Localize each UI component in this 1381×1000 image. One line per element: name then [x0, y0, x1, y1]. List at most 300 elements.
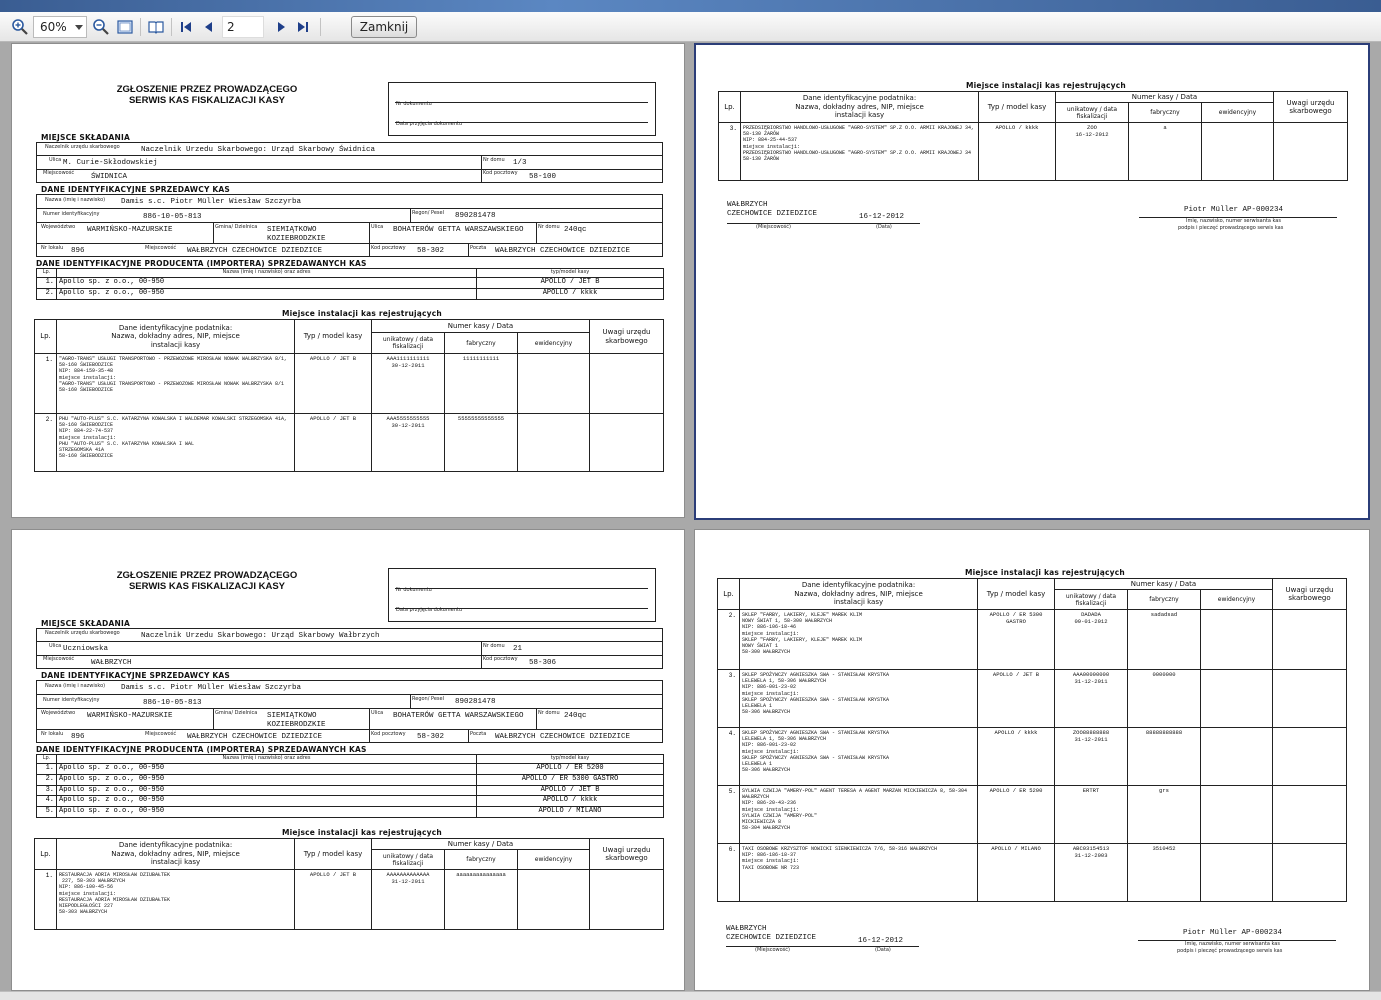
row-model: APOLLO / kkkk: [978, 728, 1055, 786]
close-button[interactable]: Zamknij: [351, 16, 417, 38]
seller-ulica-label: Ulica: [371, 710, 384, 716]
seller-kod: 58-302: [417, 247, 445, 255]
model-header: Typ / model kasy: [295, 320, 372, 354]
table-row: [37, 774, 664, 785]
number-header: Numer kasy / Data: [372, 839, 590, 850]
row-model: APOLLO / JET B: [295, 354, 372, 414]
naczelnik-label: Naczelnik urzędu skarbowego: [45, 144, 120, 150]
row-factory: 3510452: [1128, 844, 1201, 902]
row-remarks: [1273, 610, 1347, 670]
registry-header: ewidencyjny: [1202, 103, 1274, 123]
divider: [37, 729, 662, 730]
divider: [37, 694, 662, 695]
ulica-value: Uczniowska: [63, 645, 109, 653]
wojewodztwo-label: Województwo: [41, 224, 76, 230]
page-1[interactable]: [11, 43, 685, 518]
row-model: APOLLO / ER 5200: [477, 764, 664, 775]
page-number-value: 2: [227, 20, 235, 34]
table-row: [35, 414, 664, 472]
lp-header: Lp.: [37, 755, 57, 764]
row-model: APOLLO / JET B: [978, 670, 1055, 728]
divider: [410, 208, 411, 222]
seller-regon: 890281478: [455, 212, 496, 220]
divider: [410, 694, 411, 708]
table-row: [719, 123, 1348, 181]
seller-ulica-label: Ulica: [371, 224, 384, 230]
seller-nr-domu: 240qc: [564, 226, 587, 234]
section-dane-sprzedawcy: DANE IDENTYFIKACYJNE SPRZEDAWCY KAS: [41, 671, 231, 680]
ulica-label: Ulica: [49, 157, 62, 163]
seller-name: Damis s.c. Piotr Müller Wiesław Szczyrba: [121, 684, 302, 692]
ulica-value: M. Curie-Skłodowskiej: [63, 159, 158, 167]
data-przyjecia-label: Data przyjęcia dokumentu: [396, 121, 462, 127]
previous-page-button[interactable]: [199, 16, 219, 38]
footer-place-caption: (Miejscowość): [756, 224, 791, 230]
row-factory: sadadsad: [1128, 610, 1201, 670]
producer-model-header: typ/model kasy: [477, 269, 664, 278]
seller-poczta: WAŁBRZYCH CZECHOWICE DZIEDZICE: [495, 247, 631, 255]
page-layout-icon: [116, 18, 134, 36]
section-miejsce-skladania: MIEJSCE SKŁADANIA: [41, 619, 130, 628]
row-model: APOLLO / kkkk: [477, 288, 664, 299]
table-row: [37, 807, 664, 818]
seller-nip: 886-10-05-813: [143, 213, 202, 221]
last-page-button[interactable]: [293, 16, 313, 38]
row-factory: aaaaaaaaaaaaaaa: [445, 870, 518, 930]
footer-date: 16-12-2012: [859, 213, 905, 221]
row-model: APOLLO / kkkk: [477, 796, 664, 807]
footer-place-line-1: WAŁBRZYCH: [727, 201, 768, 209]
nr-dokumentu-label: Nr dokumentu: [396, 101, 432, 107]
row-taxpayer: SKLEP "FARBY, LAKIERY, KLEJE" MAREK KLIM NOWY ŚWIAT 1, 58-300 WAŁBRZYCH NIP: 886-106-18-46 miejsce instalacji: SKLEP "FARBY, LAKIERY, KLEJE" MAREK KLIM NOWY ŚWIAT 1 58-300 WAŁBRZYCH: [740, 610, 978, 670]
row-registry: [518, 414, 590, 472]
divider: [37, 169, 662, 170]
nr-domu-value: 21: [513, 645, 523, 653]
row-model: APOLLO / ER 5300 GASTRO: [978, 610, 1055, 670]
row-producer: Apollo sp. z o.o., 00-950: [57, 807, 477, 818]
gmina-label: Gmina/ Dzielnica: [215, 710, 258, 716]
row-model: APOLLO / ER 5200: [978, 786, 1055, 844]
table-row: [37, 764, 664, 775]
row-unique: DADADA 09-01-2012: [1055, 610, 1128, 670]
seller-poczta: WAŁBRZYCH CZECHOWICE DZIEDZICE: [495, 733, 631, 741]
row-producer: Apollo sp. z o.o., 00-950: [57, 278, 477, 289]
ulica-label: Ulica: [49, 643, 62, 649]
divider: [37, 655, 662, 656]
row-model: APOLLO / JET B: [477, 278, 664, 289]
seller-gmina: SIEMIĄTKOWO KOZIEBRODZKIE: [267, 226, 326, 243]
footer-place-line-2: CZECHOWICE DZIEDZICE: [726, 934, 817, 942]
model-header: Typ / model kasy: [978, 579, 1055, 610]
table-row: [37, 785, 664, 796]
installation-table: [718, 91, 1348, 181]
row-factory: 55555555555555: [445, 414, 518, 472]
seller-block: [36, 680, 663, 743]
row-producer: Apollo sp. z o.o., 00-950: [57, 785, 477, 796]
row-lp: 6.: [718, 844, 740, 902]
row-remarks: [1273, 728, 1347, 786]
row-factory: 88888888888: [1128, 728, 1201, 786]
divider: [37, 222, 662, 223]
zoom-out-icon: [92, 18, 110, 36]
row-unique: AAA00000000 31-12-2011: [1055, 670, 1128, 728]
row-lp: 3.: [718, 670, 740, 728]
number-header: Numer kasy / Data: [1056, 92, 1274, 103]
next-page-icon: [274, 20, 288, 34]
nip-label: Numer identyfikacyjny: [43, 697, 100, 703]
remarks-header: Uwagi urzędu skarbowego: [1273, 579, 1347, 610]
wojewodztwo-label: Województwo: [41, 710, 76, 716]
table-row: [718, 728, 1347, 786]
factory-header: fabryczny: [445, 850, 518, 870]
seller-wojewodztwo: WARMIŃSKO-MAZURSKIE: [87, 226, 173, 234]
row-registry: [1201, 786, 1273, 844]
form-title: [107, 84, 307, 106]
row-registry: [518, 870, 590, 930]
row-unique: ABC03154513 31-12-2003: [1055, 844, 1128, 902]
row-lp: 4.: [37, 796, 57, 807]
row-lp: 2.: [718, 610, 740, 670]
factory-header: fabryczny: [445, 333, 518, 354]
row-unique: AAA1111111111 30-12-2011: [372, 354, 445, 414]
section-miejsce-instalacji: Miejsce instalacji kas rejestrujących: [966, 81, 1126, 90]
registry-header: ewidencyjny: [518, 850, 590, 870]
row-producer: Apollo sp. z o.o., 00-950: [57, 774, 477, 785]
table-row: [718, 844, 1347, 902]
signature-caption-1: Imię, nazwisko, numer serwisanta kas: [1185, 941, 1280, 947]
divider: [536, 708, 537, 729]
row-registry: [1201, 844, 1273, 902]
row-unique: ZOO 16-12-2012: [1056, 123, 1129, 181]
table-row: [35, 354, 664, 414]
remarks-header: Uwagi urzędu skarbowego: [590, 839, 664, 870]
row-taxpayer: SKLEP SPOŻYWCZY AGNIESZKA SWA - STANISŁAW KRYSTKA LELEWELA 1, 58-306 WAŁBRZYCH NIP: 886-001-23-02 miejsce instalacji: SKLEP SPOŻYWCZY AGNIESZKA SWA - STANISŁAW KRYSTKA LELEWELA 1 58-306 WAŁBRZYCH: [740, 670, 978, 728]
zoom-in-icon: [11, 18, 29, 36]
form-title-line-1: ZGŁOSZENIE PRZEZ PROWADZĄCEGO: [116, 570, 298, 581]
table-row: [718, 786, 1347, 844]
seller-nr-domu-label: Nr domu: [538, 224, 560, 230]
zoom-in-button[interactable]: [10, 16, 30, 38]
nr-dokumentu-label: Nr dokumentu: [396, 587, 432, 593]
row-remarks: [1273, 844, 1347, 902]
row-model: APOLLO / ER 5300 GASTRO: [477, 774, 664, 785]
seller-nr-lokalu: 896: [71, 247, 85, 255]
section-dane-producenta: DANE IDENTYFIKACYJNE PRODUCENTA (IMPORTERA) SPRZEDAWANYCH KAS: [36, 259, 367, 268]
footer-place: [726, 925, 816, 943]
row-producer: Apollo sp. z o.o., 00-950: [57, 796, 477, 807]
divider: [395, 588, 648, 589]
row-lp: 2.: [37, 288, 57, 299]
row-taxpayer: "AGRO-TRANS" USŁUGI TRANSPORTOWO - PRZEWOZOWE MIROSŁAW NOWAK WALBRZYSKA 8/1, 58-160 ŚWIEBODZICE NIP: 884-159-35-48 miejsce instalacji: "AGRO-TRANS" USŁUGI TRANSPORTOWO - PRZEWOZOWE MIROSŁAW NOWAK WALBRZYSKA 8/1 58-160 ŚWIEBODZICE: [57, 354, 295, 414]
row-lp: 2.: [35, 414, 57, 472]
nr-lokalu-label: Nr lokalu: [41, 245, 64, 251]
model-header: Typ / model kasy: [979, 92, 1056, 123]
model-header: Typ / model kasy: [295, 839, 372, 870]
table-row: [37, 796, 664, 807]
row-model: APOLLO / JET B: [295, 870, 372, 930]
divider: [481, 641, 482, 669]
last-page-icon: [296, 20, 310, 34]
factory-header: fabryczny: [1129, 103, 1202, 123]
next-page-button[interactable]: [271, 16, 291, 38]
book-icon: [147, 18, 165, 36]
footer-date-caption: (Data): [876, 224, 892, 230]
seller-ulica: BOHATERÓW GETTA WARSZAWSKIEGO: [393, 226, 524, 234]
page-number-input[interactable]: [222, 16, 264, 38]
row-registry: [1201, 610, 1273, 670]
taxpayer-header: Dane identyfikacyjne podatnika: Nazwa, dokładny adres, NIP, miejsce instalacji kasy: [740, 579, 978, 610]
divider: [37, 208, 662, 209]
row-remarks: [1274, 123, 1348, 181]
unique-header: unikatowy / data fiskalizacji: [372, 850, 445, 870]
seller-nip: 886-10-05-813: [143, 699, 202, 707]
row-remarks: [1273, 670, 1347, 728]
toolbar-separator: [171, 18, 172, 36]
row-unique: ZOO88888888 31-12-2011: [1055, 728, 1128, 786]
row-factory: 11111111111: [445, 354, 518, 414]
miejscowosc-label: Miejscowość: [43, 656, 75, 662]
lp-header: Lp.: [719, 92, 741, 123]
row-registry: [1201, 670, 1273, 728]
page-4[interactable]: [694, 529, 1370, 991]
regon-label: Regon/ Pesel: [412, 210, 444, 216]
row-taxpayer: SKLEP SPOŻYWCZY AGNIESZKA SWA - STANISŁAW KRYSTKA LELEWELA 1, 58-306 WAŁBRZYCH NIP: 886-001-23-02 miejsce instalacji: SKLEP SPOŻYWCZY AGNIESZKA SWA - STANISŁAW KRYSTKA LELEWELA 1 58-306 WAŁBRZYCH: [740, 728, 978, 786]
installation-table: [34, 319, 664, 472]
seller-nr-domu: 240qc: [564, 712, 587, 720]
producer-name-header: Nazwa (imię i nazwisko) oraz adres: [57, 755, 477, 764]
remarks-header: Uwagi urzędu skarbowego: [590, 320, 664, 354]
lp-header: Lp.: [35, 839, 57, 870]
divider: [37, 708, 662, 709]
row-remarks: [590, 354, 664, 414]
seller-miejscowosc-label: Miejscowość: [145, 731, 177, 737]
miejscowosc-value: WAŁBRZYCH: [91, 659, 132, 667]
seller-miejscowosc: WAŁBRZYCH CZECHOWICE DZIEDZICE: [187, 247, 323, 255]
row-taxpayer: TAXI OSOBOWE KRZYSZTOF NOWICKI SIENKIEWICZA 7/6, 58-316 WAŁBRZYCH NIP: 886-186-18-37 miejsce instalacji: TAXI OSOBOWE NR 723: [740, 844, 978, 902]
footer-place-line-2: CZECHOWICE DZIEDZICE: [727, 210, 818, 218]
nr-lokalu-label: Nr lokalu: [41, 731, 64, 737]
row-lp: 1.: [37, 764, 57, 775]
row-factory: 0000000: [1128, 670, 1201, 728]
zoom-value: 60%: [40, 20, 67, 34]
form-title-line-2: SERWIS KAS FISKALIZACJI KASY: [128, 95, 286, 106]
row-model: APOLLO / MILANO: [477, 807, 664, 818]
row-registry: [1202, 123, 1274, 181]
row-producer: Apollo sp. z o.o., 00-950: [57, 764, 477, 775]
table-row: [718, 610, 1347, 670]
table-row: [37, 278, 664, 289]
signature-caption-1: Imię, nazwisko, numer serwisanta kas: [1186, 218, 1281, 224]
signature-caption-2: podpis i pieczęć prowadzącego serwis kas: [1177, 948, 1283, 954]
row-taxpayer: PHU "AUTO-PLUS" S.C. KATARZYNA KOWALSKA I WALDEMAR KOWALSKI STRZEGOMSKA 41A, 58-160 ŚWIEBODZICE NIP: 884-22-74-537 miejsce instalacji: PHU "AUTO-PLUS" S.C. KATARZYNA KOWALSKA I WAL STRZEGOMSKA 41A 58-160 ŚWIEBODZICE: [57, 414, 295, 472]
poczta-label: Poczta: [470, 245, 487, 251]
regon-label: Regon/ Pesel: [412, 696, 444, 702]
number-header: Numer kasy / Data: [372, 320, 590, 333]
registry-header: ewidencyjny: [1201, 590, 1273, 610]
seller-regon: 890281478: [455, 698, 496, 706]
form-title: [107, 570, 307, 592]
poczta-label: Poczta: [470, 731, 487, 737]
form-title-line-1: ZGŁOSZENIE PRZEZ PROWADZĄCEGO: [116, 84, 298, 95]
seller-gmina: SIEMIĄTKOWO KOZIEBRODZKIE: [267, 712, 326, 729]
section-miejsce-instalacji: Miejsce instalacji kas rejestrujących: [282, 309, 442, 318]
book-view-button[interactable]: [146, 16, 166, 38]
nr-domu-value: 1/3: [513, 159, 527, 167]
divider: [37, 155, 662, 156]
row-lp: 5.: [718, 786, 740, 844]
window-title-strip: [0, 0, 1381, 12]
seller-nr-domu-label: Nr domu: [538, 710, 560, 716]
row-remarks: [590, 414, 664, 472]
producer-table: [36, 754, 664, 818]
row-model: APOLLO / kkkk: [979, 123, 1056, 181]
section-dane-producenta: DANE IDENTYFIKACYJNE PRODUCENTA (IMPORTERA) SPRZEDAWANYCH KAS: [36, 745, 367, 754]
lp-header: Lp.: [718, 579, 740, 610]
divider: [213, 222, 214, 243]
seller-wojewodztwo: WARMIŃSKO-MAZURSKIE: [87, 712, 173, 720]
divider: [213, 708, 214, 729]
seller-ulica: BOHATERÓW GETTA WARSZAWSKIEGO: [393, 712, 524, 720]
footer-place: [727, 201, 817, 219]
unique-header: unikatowy / data fiskalizacji: [372, 333, 445, 354]
row-lp: 1.: [35, 870, 57, 930]
section-miejsce-skladania: MIEJSCE SKŁADANIA: [41, 133, 130, 142]
row-registry: [1201, 728, 1273, 786]
section-dane-sprzedawcy: DANE IDENTYFIKACYJNE SPRZEDAWCY KAS: [41, 185, 231, 194]
row-lp: 3.: [719, 123, 741, 181]
office-block: [36, 142, 663, 183]
zoom-out-button[interactable]: [91, 16, 111, 38]
first-page-button[interactable]: [176, 16, 196, 38]
divider: [37, 641, 662, 642]
taxpayer-header: Dane identyfikacyjne podatnika: Nazwa, dokładny adres, NIP, miejsce instalacji kasy: [57, 839, 295, 870]
row-lp: 1.: [37, 278, 57, 289]
footer-place-caption: (Miejscowość): [755, 947, 790, 953]
row-model: APOLLO / JET B: [477, 785, 664, 796]
seller-kod-label: Kod pocztowy: [371, 245, 406, 251]
unique-header: unikatowy / data fiskalizacji: [1056, 103, 1129, 123]
signature-caption-2: podpis i pieczęć prowadzącego serwis kas: [1178, 225, 1284, 231]
footer-date: 16-12-2012: [858, 937, 904, 945]
seller-miejscowosc-label: Miejscowość: [145, 245, 177, 251]
row-lp: 4.: [718, 728, 740, 786]
naczelnik-value: Naczelnik Urzedu Skarbowego: Urząd Skarbowy Wałbrzych: [141, 632, 380, 640]
lp-header: Lp.: [35, 320, 57, 354]
row-remarks: [590, 870, 664, 930]
row-remarks: [1273, 786, 1347, 844]
row-factory: a: [1129, 123, 1202, 181]
row-lp: 5.: [37, 807, 57, 818]
row-unique: AAAAAAAAAAAAA 31-12-2011: [372, 870, 445, 930]
nr-domu-label: Nr domu: [483, 157, 505, 163]
taxpayer-header: Dane identyfikacyjne podatnika: Nazwa, dokładny adres, NIP, miejsce instalacji kasy: [57, 320, 295, 354]
row-model: APOLLO / JET B: [295, 414, 372, 472]
footer-date-caption: (Data): [875, 947, 891, 953]
lp-header: Lp.: [37, 269, 57, 278]
row-lp: 2.: [37, 774, 57, 785]
nr-domu-label: Nr domu: [483, 643, 505, 649]
divider: [369, 708, 370, 743]
table-row: [718, 670, 1347, 728]
footer-place-line-1: WAŁBRZYCH: [726, 925, 767, 933]
row-lp: 3.: [37, 785, 57, 796]
section-miejsce-instalacji: Miejsce instalacji kas rejestrujących: [282, 828, 442, 837]
naczelnik-value: Naczelnik Urzedu Skarbowego: Urząd Skarbowy Świdnica: [141, 146, 376, 154]
nip-label: Numer identyfikacyjny: [43, 211, 100, 217]
zoom-select[interactable]: [33, 16, 87, 38]
document-number-box: [388, 568, 656, 622]
seller-block: [36, 194, 663, 257]
row-unique: ERTRT: [1055, 786, 1128, 844]
row-lp: 1.: [35, 354, 57, 414]
remarks-header: Uwagi urzędu skarbowego: [1274, 92, 1348, 123]
previous-page-icon: [202, 20, 216, 34]
divider: [468, 729, 469, 743]
registry-header: ewidencyjny: [518, 333, 590, 354]
number-header: Numer kasy / Data: [1055, 579, 1273, 590]
miejscowosc-label: Miejscowość: [43, 170, 75, 176]
page-2[interactable]: [694, 43, 1370, 520]
document-number-box: [388, 82, 656, 136]
row-model: APOLLO / MILANO: [978, 844, 1055, 902]
nazwa-label: Nazwa (imię i nazwisko): [45, 197, 106, 203]
chevron-down-icon: [75, 25, 83, 30]
row-registry: [518, 354, 590, 414]
row-taxpayer: SYLWIA CZWIJA "AMERY-POL" AGENT TERESA A AGENT MARZAN MICKIEWICZA 8, 58-304 WAŁBRZYCH NIP: 886-20-43-236 miejsce instalacji: SYLWIA CZWIJA "AMERY-POL" MICKIEWICZA 8 58-304 WAŁBRZYCH: [740, 786, 978, 844]
divider: [37, 243, 662, 244]
seller-kod: 58-302: [417, 733, 445, 741]
kod-value: 58-100: [529, 173, 557, 181]
row-producer: Apollo sp. z o.o., 00-950: [57, 288, 477, 299]
row-unique: AAA5555555555 30-12-2011: [372, 414, 445, 472]
table-row: [35, 870, 664, 930]
divider: [536, 222, 537, 243]
miejscowosc-value: ŚWIDNICA: [91, 173, 128, 181]
unique-header: unikatowy / data fiskalizacji: [1055, 590, 1128, 610]
gmina-label: Gmina/ Dzielnica: [215, 224, 258, 230]
naczelnik-label: Naczelnik urzędu skarbowego: [45, 630, 120, 636]
form-title-line-2: SERWIS KAS FISKALIZACJI KASY: [128, 581, 286, 592]
factory-header: fabryczny: [1128, 590, 1201, 610]
producer-table: [36, 268, 664, 300]
installation-table: [717, 578, 1347, 902]
producer-model-header: typ/model kasy: [477, 755, 664, 764]
kod-value: 58-306: [529, 659, 557, 667]
kod-label: Kod pocztowy: [483, 656, 518, 662]
toolbar-separator: [140, 18, 141, 36]
status-bar: [0, 991, 1381, 1000]
installation-table: [34, 838, 664, 930]
footer-serwisant: Piotr Müller AP-000234: [1184, 206, 1284, 214]
row-taxpayer: PRZEDSIĘBIORSTWO HANDLOWO-USŁUGOWE "AGRO-SYSTEM" SP.Z O.O. ARMII KRAJOWEJ 34, 58-130 ŻARÓW NIP: 884-25-44-537 miejsce instalacji: PRZEDSIĘBIORSTWO HANDLOWO-USŁUGOWE "AGRO-SYSTEM" SP.Z O.O. ARMII KRAJOWEJ 34 58-130 ŻARÓW: [741, 123, 979, 181]
divider: [395, 102, 648, 103]
fit-page-button[interactable]: [115, 16, 135, 38]
footer-serwisant: Piotr Müller AP-000234: [1183, 929, 1283, 937]
seller-miejscowosc: WAŁBRZYCH CZECHOWICE DZIEDZICE: [187, 733, 323, 741]
seller-kod-label: Kod pocztowy: [371, 731, 406, 737]
nazwa-label: Nazwa (imię i nazwisko): [45, 683, 106, 689]
seller-name: Damis s.c. Piotr Müller Wiesław Szczyrba: [121, 198, 302, 206]
taxpayer-header: Dane identyfikacyjne podatnika: Nazwa, dokładny adres, NIP, miejsce instalacji kasy: [741, 92, 979, 123]
office-block: [36, 628, 663, 669]
producer-name-header: Nazwa (imię i nazwisko) oraz adres: [57, 269, 477, 278]
divider: [481, 155, 482, 183]
data-przyjecia-label: Data przyjęcia dokumentu: [396, 607, 462, 613]
page-3[interactable]: [11, 529, 685, 991]
kod-label: Kod pocztowy: [483, 170, 518, 176]
toolbar-separator: [320, 18, 321, 36]
section-miejsce-instalacji: Miejsce instalacji kas rejestrujących: [965, 568, 1125, 577]
